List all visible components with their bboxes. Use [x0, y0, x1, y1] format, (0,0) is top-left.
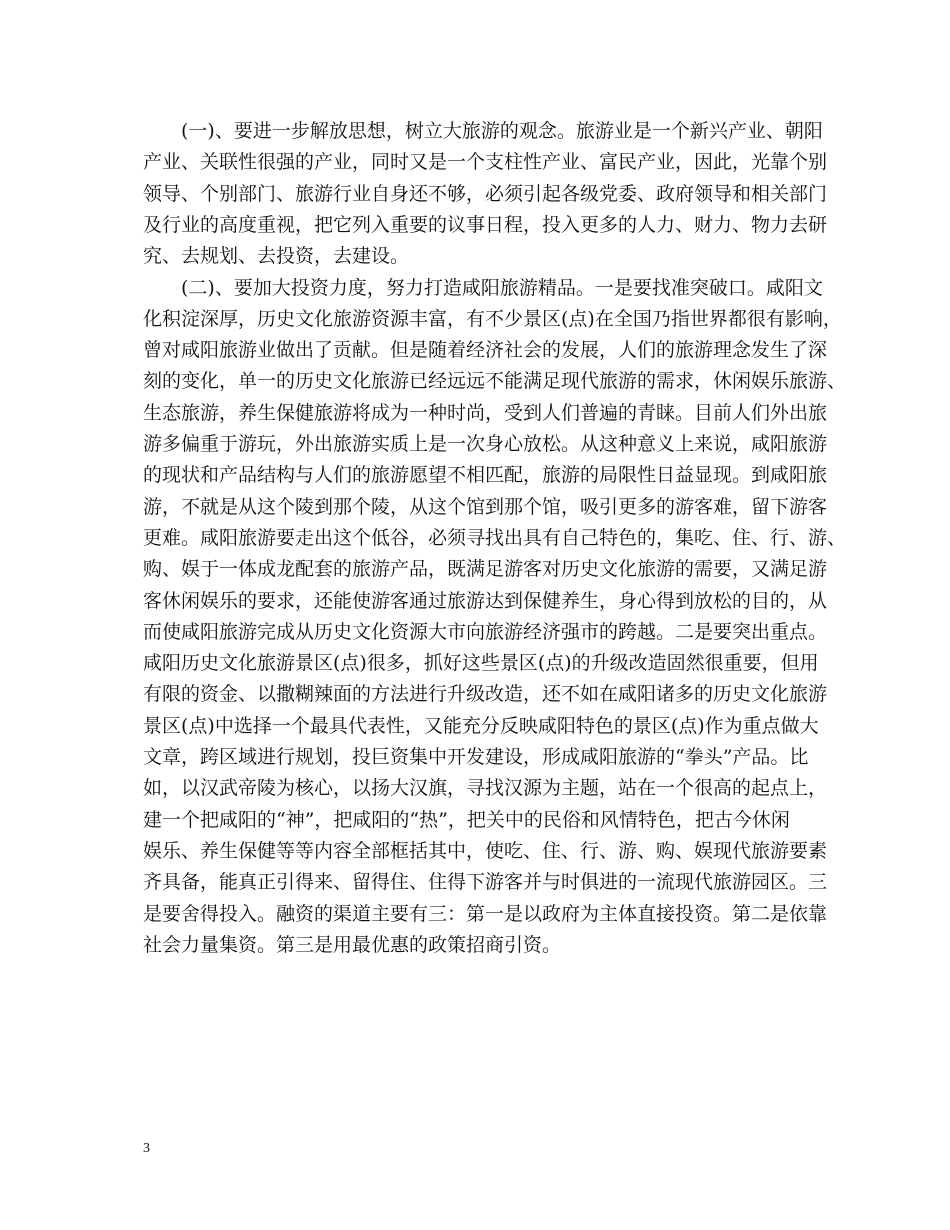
paragraph-line: (一)、要进一步解放思想，树立大旅游的观念。旅游业是一个新兴产业、朝阳	[181, 120, 823, 142]
paragraph-line: 领导、个别部门、旅游行业自身还不够，必须引起各级党委、政府领导和相关部门	[143, 183, 828, 205]
paragraph-line: 景区(点)中选择一个最具代表性，又能充分反映咸阳特色的景区(点)作为重点做大	[143, 715, 819, 737]
paragraph-line: 的现状和产品结构与人们的旅游愿望不相匹配，旅游的局限性日益显现。到咸阳旅	[143, 464, 828, 486]
paragraph-line: (二)、要加大投资力度，努力打造咸阳旅游精品。一是要找准突破口。咸阳文	[181, 277, 823, 299]
paragraph-line: 游多偏重于游玩，外出旅游实质上是一次身心放松。从这种意义上来说，咸阳旅游	[143, 433, 828, 455]
page-number: 3	[143, 1141, 150, 1156]
paragraph-line: 是要舍得投入。融资的渠道主要有三：第一是以政府为主体直接投资。第二是依靠	[143, 903, 828, 925]
paragraph-line: 生态旅游，养生保健旅游将成为一种时尚，受到人们普遍的青睐。目前人们外出旅	[143, 402, 828, 424]
paragraph-line: 娱乐、养生保健等等内容全部框括其中，使吃、住、行、游、购、娱现代旅游要素	[143, 840, 828, 862]
paragraph-line: 咸阳历史文化旅游景区(点)很多，抓好这些景区(点)的升级改造固然很重要，但用	[143, 652, 819, 674]
paragraph-line: 齐具备，能真正引得来、留得住、住得下游客并与时俱进的一流现代旅游园区。三	[143, 871, 828, 893]
paragraph-line: 游，不就是从这个陵到那个陵，从这个馆到那个馆，吸引更多的游客难，留下游客	[143, 496, 828, 518]
paragraph-line: 建一个把咸阳的“神”，把咸阳的“热”，把关中的民俗和风情特色，把古今休闲	[143, 809, 790, 831]
paragraph-line: 而使咸阳旅游完成从历史文化资源大市向旅游经济强市的跨越。二是要突出重点。	[143, 621, 828, 643]
paragraph-line: 如，以汉武帝陵为核心，以扬大汉旗，寻找汉源为主题，站在一个很高的起点上，	[143, 777, 828, 799]
paragraph-line: 有限的资金、以撒糊辣面的方法进行升级改造，还不如在咸阳诸多的历史文化旅游	[143, 683, 828, 705]
paragraph-line: 购、娱于一体成龙配套的旅游产品，既满足游客对历史文化旅游的需要，又满足游	[143, 558, 828, 580]
paragraph-line: 文章，跨区域进行规划，投巨资集中开发建设，形成咸阳旅游的“拳头”产品。比	[143, 746, 809, 768]
paragraph-line: 刻的变化，单一的历史文化旅游已经远远不能满足现代旅游的需求，休闲娱乐旅游、	[143, 370, 847, 392]
paragraph-line: 及行业的高度重视，把它列入重要的议事日程，投入更多的人力、财力、物力去研	[143, 214, 828, 236]
paragraph-line: 究、去规划、去投资，去建设。	[143, 245, 410, 267]
paragraph-line: 社会力量集资。第三是用最优惠的政策招商引资。	[143, 934, 562, 956]
paragraph-line: 更难。咸阳旅游要走出这个低谷，必须寻找出具有自己特色的，集吃、住、行、游、	[143, 527, 847, 549]
paragraph-line: 化积淀深厚，历史文化旅游资源丰富，有不少景区(点)在全国乃指世界都很有影响，	[143, 308, 842, 330]
paragraph-line: 产业、关联性很强的产业，同时又是一个支柱性产业、富民产业，因此，光靠个别	[143, 151, 828, 173]
paragraph-line: 客休闲娱乐的要求，还能使游客通过旅游达到保健养生，身心得到放松的目的，从	[143, 590, 828, 612]
paragraph-line: 曾对咸阳旅游业做出了贡献。但是随着经济社会的发展，人们的旅游理念发生了深	[143, 339, 828, 361]
